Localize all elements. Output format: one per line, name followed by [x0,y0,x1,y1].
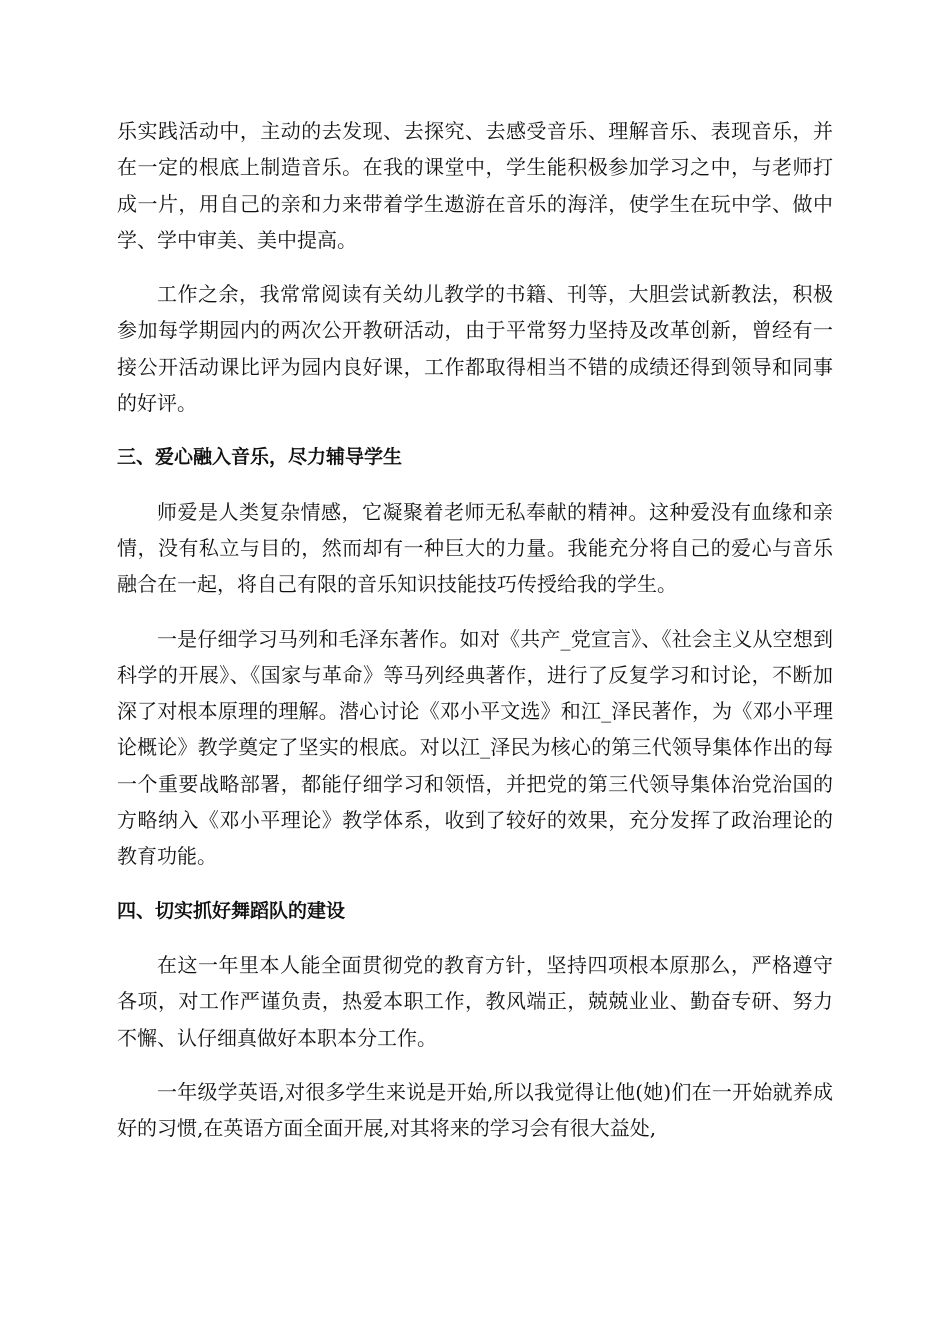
section-heading-3: 三、爱心融入音乐，尽力辅导学生 [117,446,403,469]
document-page [117,113,833,1164]
paragraph-english-grade-one: 一年级学英语,对很多学生来说是开始,所以我觉得让他(她)们在一开始就养成好的习惯,在英语方面全面开展,对其将来的学习会有很大益处, [117,1079,833,1141]
paragraph-study-marxism: 一是仔细学习马列和毛泽东著作。如对《共产_党宣言》、《社会主义从空想到科学的开展》、《国家与革命》等马列经典著作，进行了反复学习和讨论，不断加深了对根本原理的理解。潜心讨论《邓小平文选》和江_泽民著作，为《邓小平理论概论》教学奠定了坚实的根底。对以江_泽民为核心的第三代领导集体作出的每一个重要战略部署，都能仔细学习和领悟，并把党的第三代领导集体治党治国的方略纳入《邓小平理论》教学体系，收到了较好的效果，充分发挥了政治理论的教育功能。 [117,626,833,869]
paragraph-music-practice: 乐实践活动中，主动的去发现、去探究、去感受音乐、理解音乐、表现音乐，并在一定的根底上制造音乐。在我的课堂中，学生能积极参加学习之中，与老师打成一片，用自己的亲和力来带着学生遨游在音乐的海洋，使学生在玩中学、做中学、学中审美、美中提高。 [117,119,833,252]
section-heading-4: 四、切实抓好舞蹈队的建设 [117,899,346,922]
paragraph-after-work: 工作之余，我常常阅读有关幼儿教学的书籍、刊等，大胆尝试新教法，积极参加每学期园内的两次公开教研活动，由于平常努力坚持及改革创新，曾经有一接公开活动课比评为园内良好课，工作都取得相当不错的成绩还得到领导和同事的好评。 [117,282,833,416]
paragraph-education-policy: 在这一年里本人能全面贯彻党的教育方针，坚持四项根本原那么，严格遵守各项，对工作严谨负责，热爱本职工作，教风端正，兢兢业业、勤奋专研、努力不懈、认仔细真做好本职本分工作。 [117,952,833,1050]
paragraph-teacher-love: 师爱是人类复杂情感，它凝聚着老师无私奉献的精神。这种爱没有血缘和亲情，没有私立与目的，然而却有一种巨大的力量。我能充分将自己的爱心与音乐融合在一起，将自己有限的音乐知识技能技巧传授给我的学生。 [117,499,833,597]
